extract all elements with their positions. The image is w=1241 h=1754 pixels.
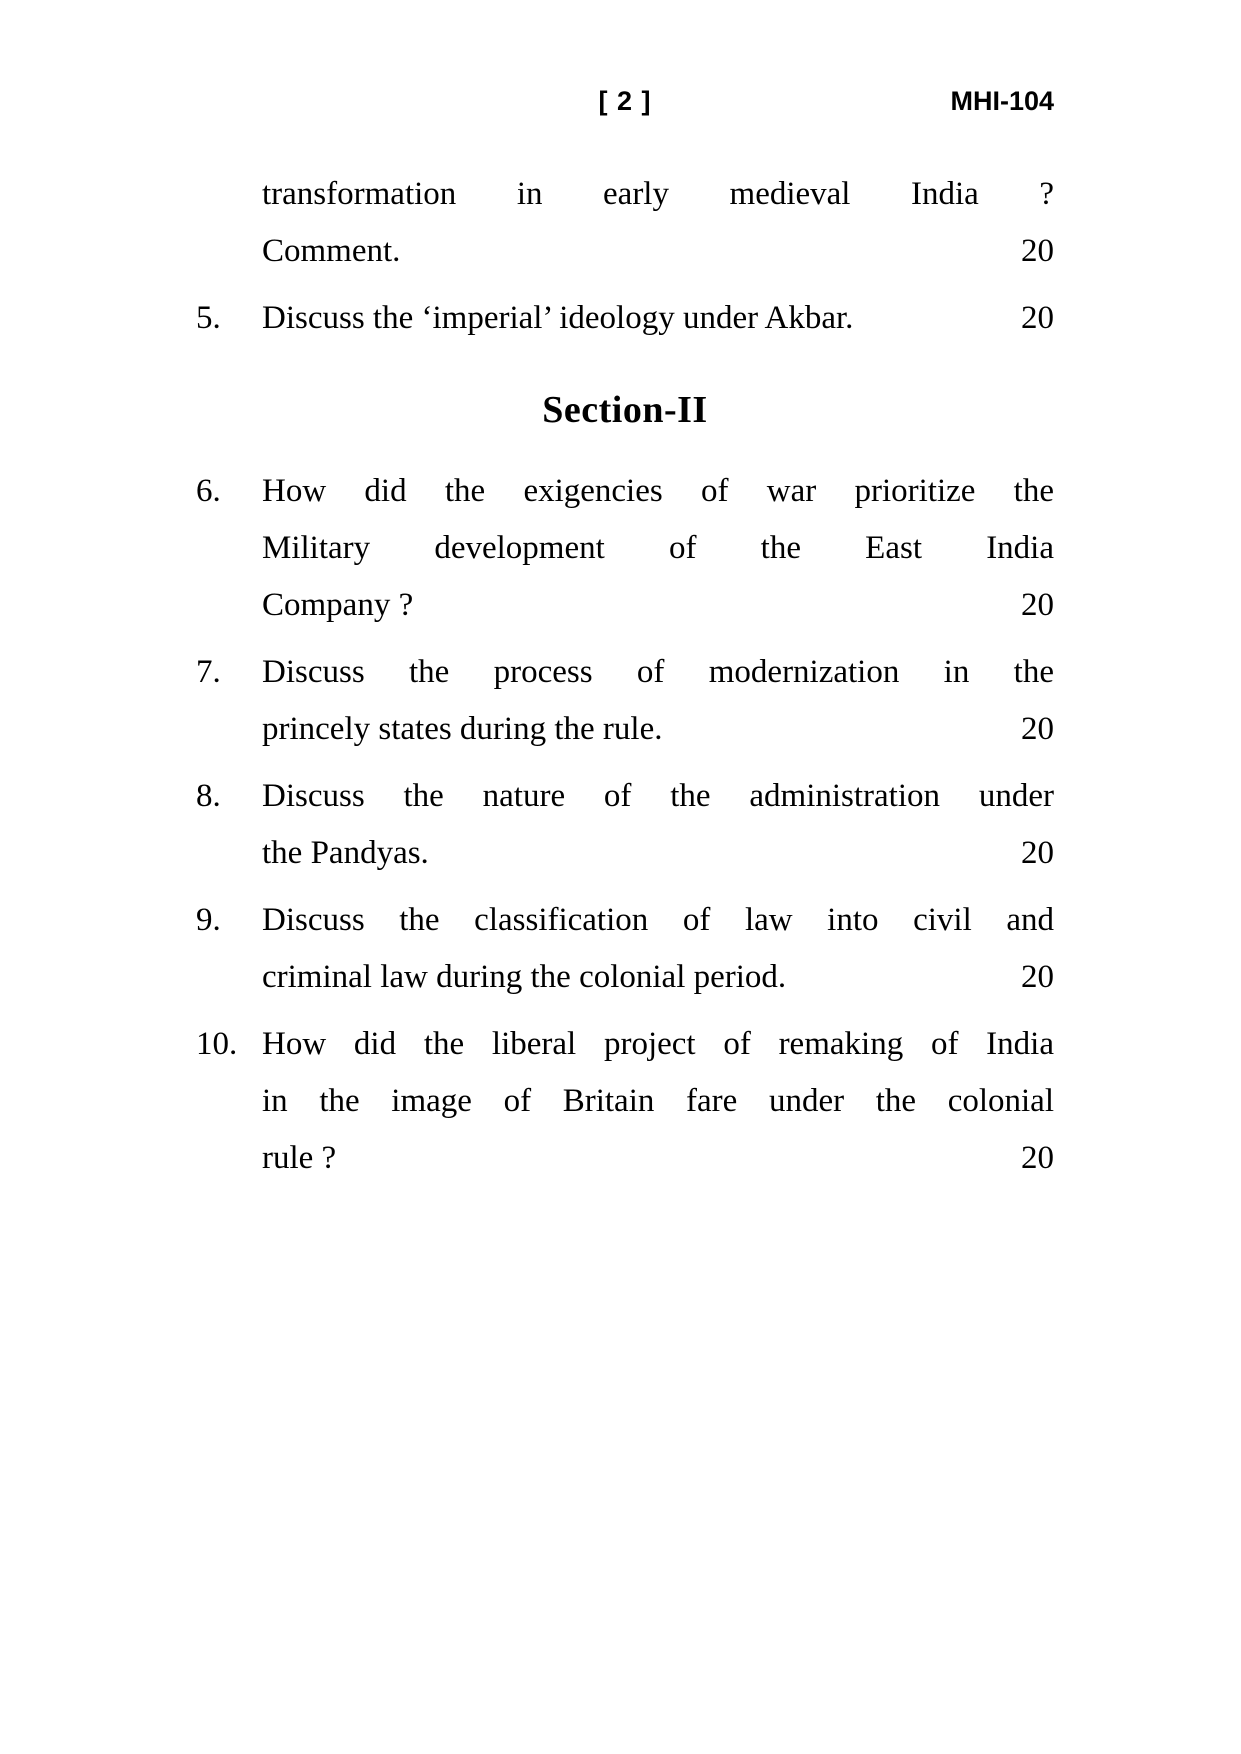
question-line — [262, 825, 1054, 882]
question-number: 10. — [196, 1026, 238, 1062]
question-line — [262, 577, 1054, 634]
question-text: Comment. — [262, 233, 401, 269]
question-text: Discuss the process of modernization in the — [262, 654, 1054, 690]
question-marks: 20 — [1021, 1140, 1054, 1176]
question-number — [196, 166, 262, 280]
page-number: [ 2 ] — [598, 86, 652, 116]
question-text: How did the liberal project of remaking of India — [262, 1026, 1054, 1062]
question-line — [262, 1073, 1054, 1130]
question-line — [262, 644, 1054, 701]
question-text: Company ? — [262, 587, 414, 623]
question — [196, 290, 1054, 347]
question-text: rule ? — [262, 1140, 337, 1176]
question-line — [262, 1130, 1054, 1187]
question-line — [262, 768, 1054, 825]
question-line — [262, 520, 1054, 577]
question-line — [262, 166, 1054, 223]
paper-code: MHI-104 — [950, 86, 1054, 116]
question-body — [262, 644, 1054, 758]
question-text: Military development of the East India — [262, 530, 1054, 566]
question-body — [262, 166, 1054, 280]
question-number: 5. — [196, 300, 221, 336]
question-text: Discuss the ‘imperial’ ideology under Akbar. — [262, 300, 854, 336]
question-body — [262, 768, 1054, 882]
question-line — [262, 290, 1054, 347]
question-text: How did the exigencies of war prioritize the — [262, 473, 1054, 509]
question-number: 8. — [196, 778, 221, 814]
question-number: 9. — [196, 902, 221, 938]
question-body — [262, 1016, 1054, 1187]
question-marks: 20 — [1021, 835, 1054, 871]
question-number: 6. — [196, 473, 221, 509]
question-text: the Pandyas. — [262, 835, 429, 871]
question-line — [262, 463, 1054, 520]
question-line — [262, 223, 1054, 280]
question-text: Discuss the nature of the administration under — [262, 778, 1054, 814]
question — [196, 644, 1054, 758]
question-body — [262, 892, 1054, 1006]
question-marks: 20 — [1021, 959, 1054, 995]
question-line — [262, 892, 1054, 949]
question-line — [262, 701, 1054, 758]
section-heading: Section-II — [542, 389, 708, 431]
question-text: princely states during the rule. — [262, 711, 663, 747]
questions-area — [196, 166, 1054, 1187]
question-marks: 20 — [1021, 587, 1054, 623]
question — [196, 768, 1054, 882]
question-text: transformation in early medieval India ? — [262, 176, 1054, 212]
question-text: criminal law during the colonial period. — [262, 959, 787, 995]
question-number: 7. — [196, 654, 221, 690]
question — [196, 1016, 1054, 1187]
question-text: Discuss the classification of law into civil and — [262, 902, 1054, 938]
question-line — [262, 949, 1054, 1006]
question-body — [262, 290, 1054, 347]
question-text: in the image of Britain fare under the colonial — [262, 1083, 1054, 1119]
question — [196, 892, 1054, 1006]
question-continuation — [196, 166, 1054, 280]
question-body — [262, 463, 1054, 634]
question-marks: 20 — [1021, 300, 1054, 336]
question-marks: 20 — [1021, 711, 1054, 747]
question-line — [262, 1016, 1054, 1073]
question-marks: 20 — [1021, 233, 1054, 269]
page-header — [196, 86, 1054, 116]
question — [196, 463, 1054, 634]
